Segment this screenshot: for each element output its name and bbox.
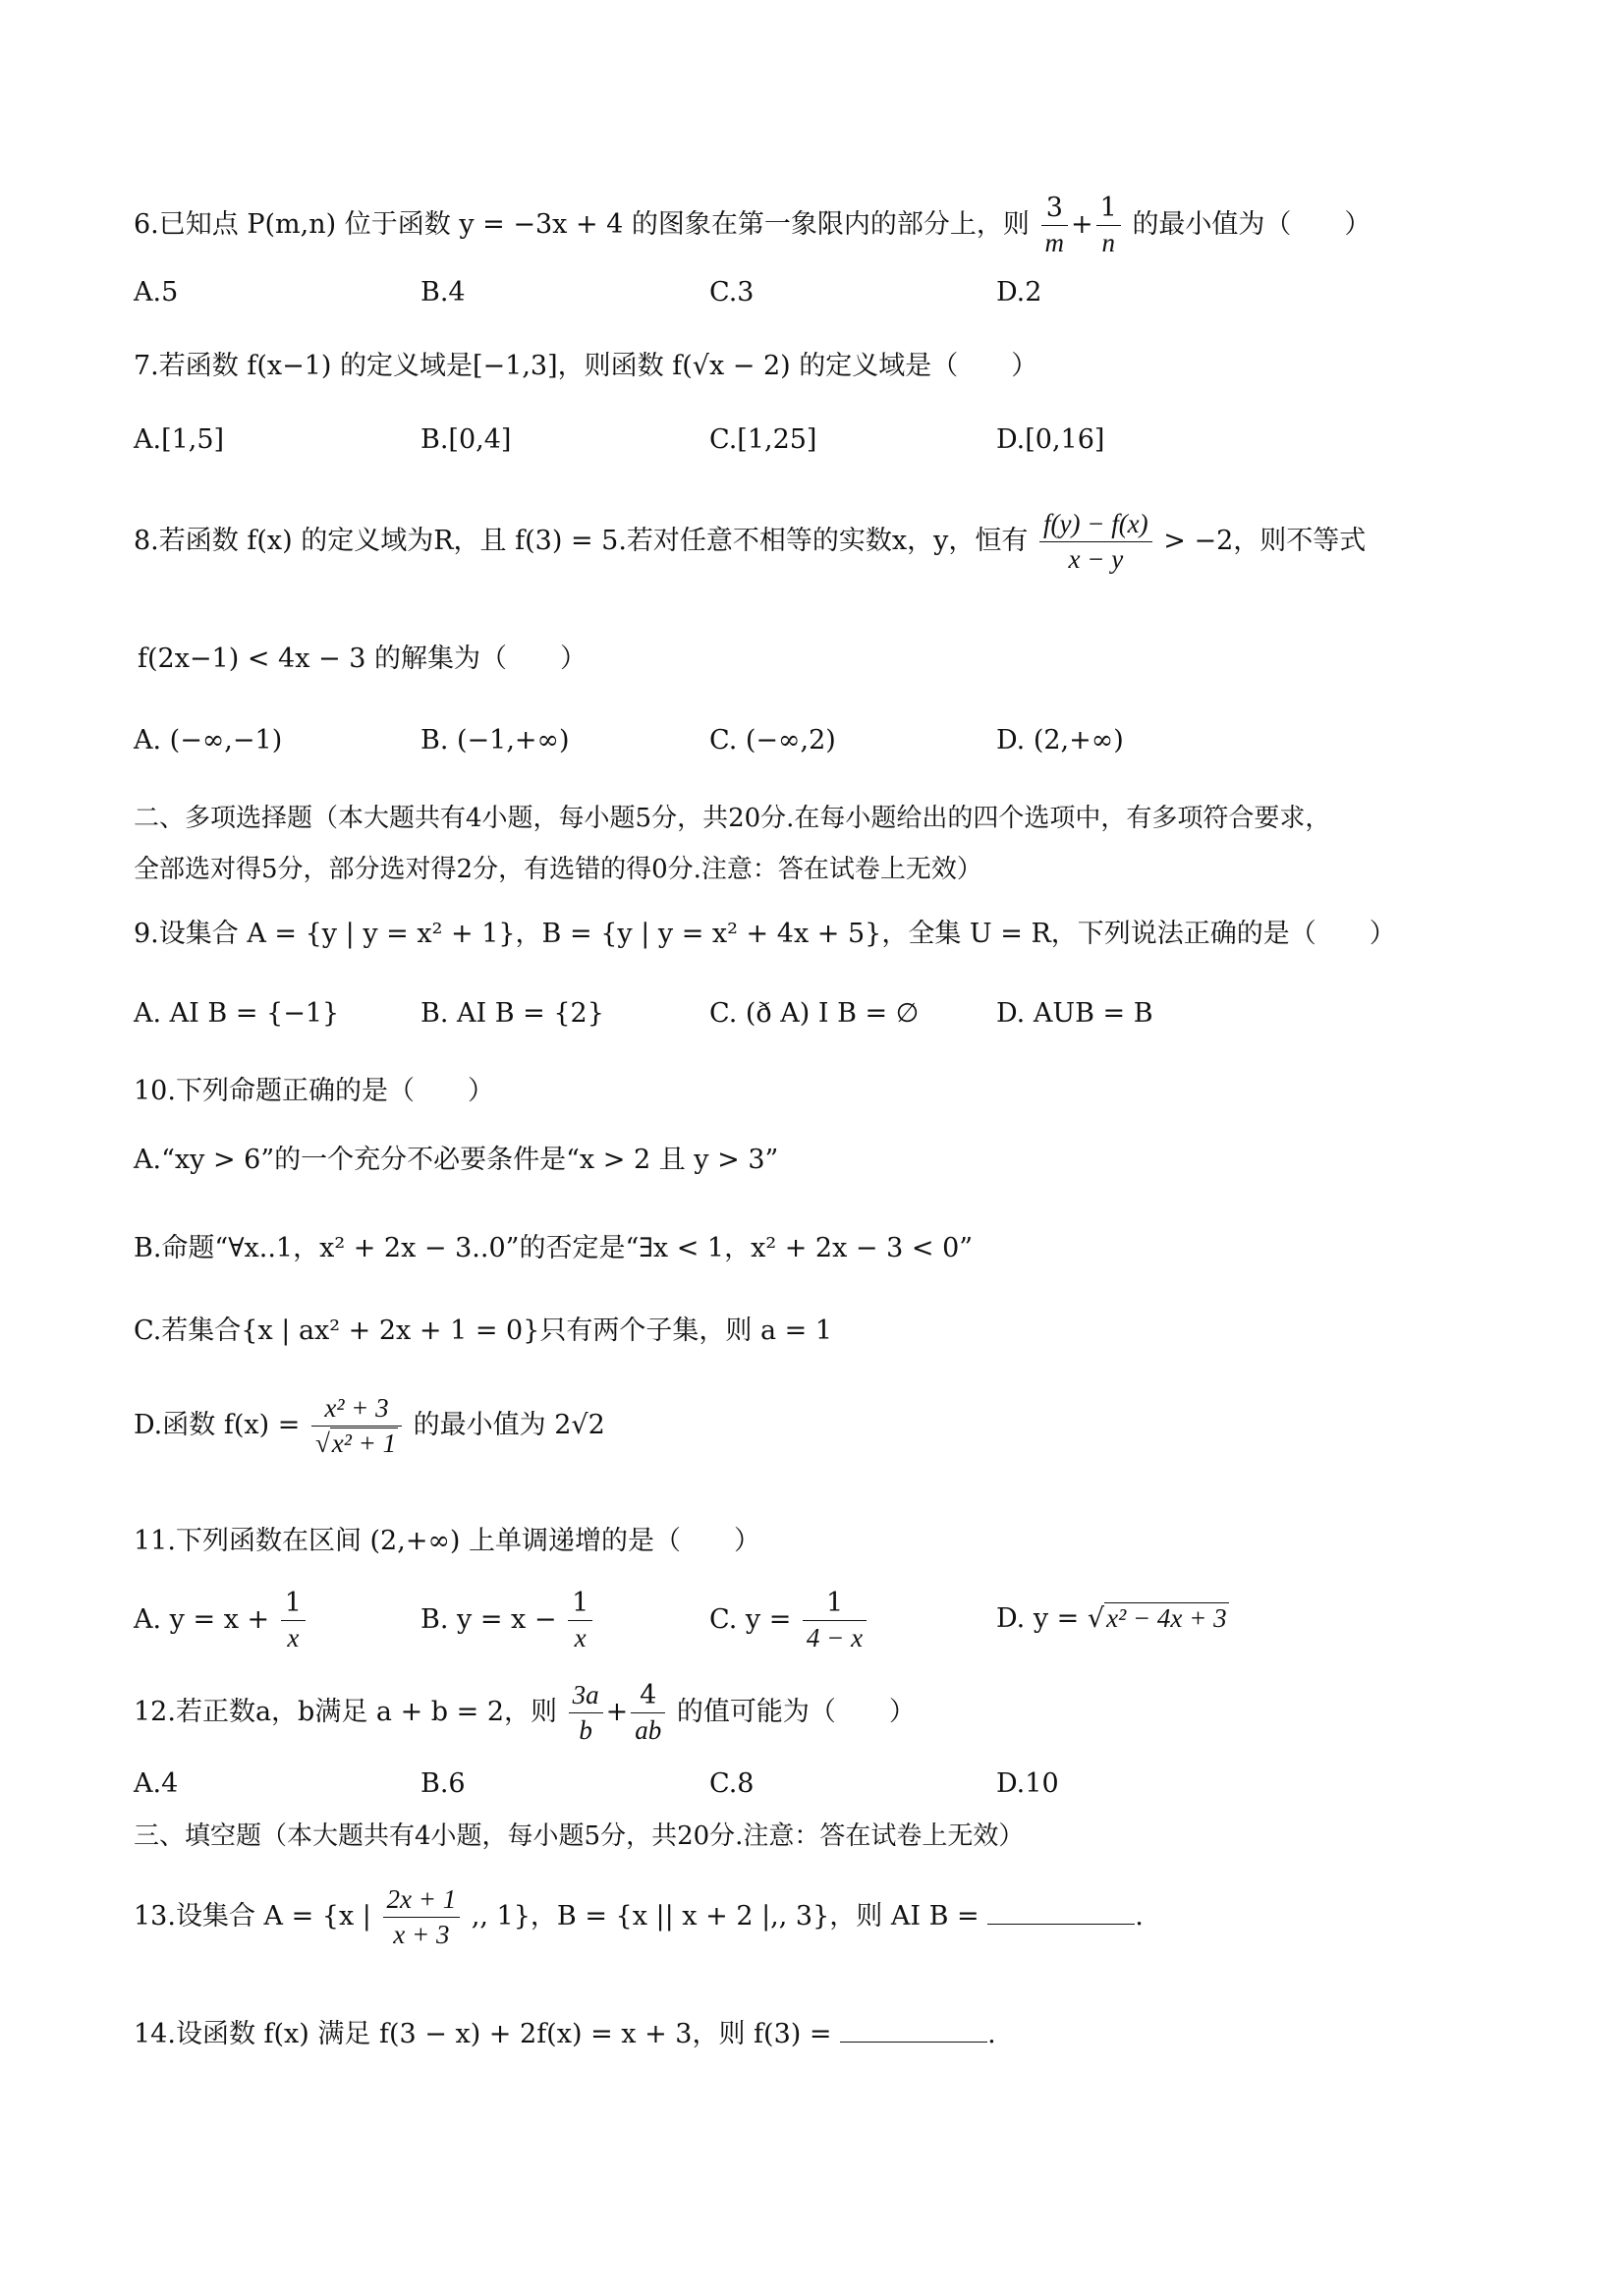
question-8 xyxy=(134,509,1366,575)
q8-option-b: B. (−1,+∞) xyxy=(420,725,570,756)
question-10: 10.下列命题正确的是（ ） xyxy=(134,1076,494,1106)
q6-fraction-2: $\frac{1}{n}$ xyxy=(1096,193,1121,258)
q6-text: 6.已知点 P(m,n) 位于函数 y = −3x + 4 的图象在第一象限内的部分上，则 xyxy=(134,209,1030,240)
q9-option-a: A. AI B = {−1} xyxy=(134,998,340,1029)
q7-option-c: C.[1,25] xyxy=(709,424,817,455)
question-12: 12.若正数a，b满足 a + b = 2，则 $\frac{3a}{b}$ + $\frac{4}{ab}$ 的值可能为（ ） xyxy=(134,1680,916,1745)
question-11: 11.下列函数在区间 (2,+∞) 上单调递增的是（ ） xyxy=(134,1526,761,1556)
q6-tail: 的最小值为（ ） xyxy=(1132,209,1371,240)
q7-option-d: D.[0,16] xyxy=(996,424,1105,455)
question-7: 7.若函数 f(x−1) 的定义域是[−1,3]，则函数 f(√x − 2) 的定义域是（ ） xyxy=(134,351,1038,381)
question-13: 13.设集合 A = {x | $\frac{2x + 1}{x + 3}$ ,, 1}，B = {x || x + 2 |,, 3}，则 AI B = . xyxy=(134,1884,1144,1949)
section-2-heading-line-2: 全部选对得5分，部分选对得2分，有选错的得0分.注意：答在试卷上无效） xyxy=(134,855,982,884)
q8-tail: > −2，则不等式 xyxy=(1163,526,1367,556)
section-2-heading-line-1: 二、多项选择题（本大题共有4小题，每小题5分，共20分.在每小题给出的四个选项中，有多项符合要求， xyxy=(134,804,1331,833)
q6-option-d: D.2 xyxy=(996,277,1042,308)
q11-option-a: A. y = x + $\frac{1}{x}$ xyxy=(134,1588,308,1653)
q10-option-d: D.函数 f(x) = $\frac{\text{x² + 3}}{\text{√x² + 1}}$ 的最小值为 2√2 xyxy=(134,1393,605,1458)
q9-option-b: B. AI B = {2} xyxy=(420,998,604,1029)
q11-option-d: D. y = √x² − 4x + 3 xyxy=(996,1603,1227,1634)
q9-option-d: D. AUB = B xyxy=(996,998,1153,1029)
q9-option-c: C. (ð A) I B = ∅ xyxy=(709,998,920,1029)
q6-option-a: A.5 xyxy=(134,277,179,308)
q12-option-d: D.10 xyxy=(996,1768,1059,1799)
q10-option-b: B.命题“∀x..1，x² + 2x − 3..0”的否定是“∃x < 1，x² + 2x − 3 < 0” xyxy=(134,1233,974,1263)
q10-d-fraction: $\frac{\text{x² + 3}}{\text{√x² + 1}}$ xyxy=(311,1393,402,1459)
q12-option-c: C.8 xyxy=(709,1768,755,1799)
question-6: 6.已知点 P(m,n) 位于函数 y = −3x + 4 的图象在第一象限内的部分上，则 $\frac{3}{m}$ + $\frac{1}{n}$ 的最小值为（ ） xyxy=(134,193,1371,257)
sqrt-symbol-icon: √ xyxy=(1087,1603,1105,1634)
q7-option-a: A.[1,5] xyxy=(134,424,225,455)
q12-option-a: A.4 xyxy=(134,1768,179,1799)
q6-option-c: C.3 xyxy=(709,277,755,308)
q8-option-d: D. (2,+∞) xyxy=(996,725,1124,756)
q10-option-c: C.若集合{x | ax² + 2x + 1 = 0}只有两个子集，则 a = 1 xyxy=(134,1316,833,1346)
q8-line-2: f(2x−1) < 4x − 3 的解集为（ ） xyxy=(138,644,588,674)
section-3-heading: 三、填空题（本大题共有4小题，每小题5分，共20分.注意：答在试卷上无效） xyxy=(134,1821,1025,1851)
question-14: 14.设函数 f(x) 满足 f(3 − x) + 2f(x) = x + 3，则 f(3) = . xyxy=(134,2019,996,2049)
q8-fraction: $\frac{f(y) - f(x)}{x - y}$ xyxy=(1039,509,1152,575)
q8-option-a: A. (−∞,−1) xyxy=(134,725,283,756)
q8-text: 8.若函数 f(x) 的定义域为R，且 f(3) = 5.若对任意不相等的实数x，y，恒有 xyxy=(134,526,1029,556)
q10-option-a: A.“xy > 6”的一个充分不必要条件是“x > 2 且 y > 3” xyxy=(134,1145,779,1175)
q11-option-c: C. y = $\frac{1}{4 - x}$ xyxy=(709,1588,869,1653)
q7-option-b: B.[0,4] xyxy=(420,424,512,455)
q14-answer-blank[interactable] xyxy=(840,2041,987,2043)
q11-option-b: B. y = x − $\frac{1}{x}$ xyxy=(420,1588,595,1653)
q12-option-b: B.6 xyxy=(420,1768,466,1799)
q8-option-c: C. (−∞,2) xyxy=(709,725,836,756)
question-9: 9.设集合 A = {y | y = x² + 1}，B = {y | y = x² + 4x + 5}，全集 U = R，下列说法正确的是（ ） xyxy=(134,919,1396,949)
q6-fraction-1: $\frac{3}{m}$ xyxy=(1041,193,1069,258)
q13-answer-blank[interactable] xyxy=(987,1923,1135,1925)
q6-option-b: B.4 xyxy=(420,277,466,308)
